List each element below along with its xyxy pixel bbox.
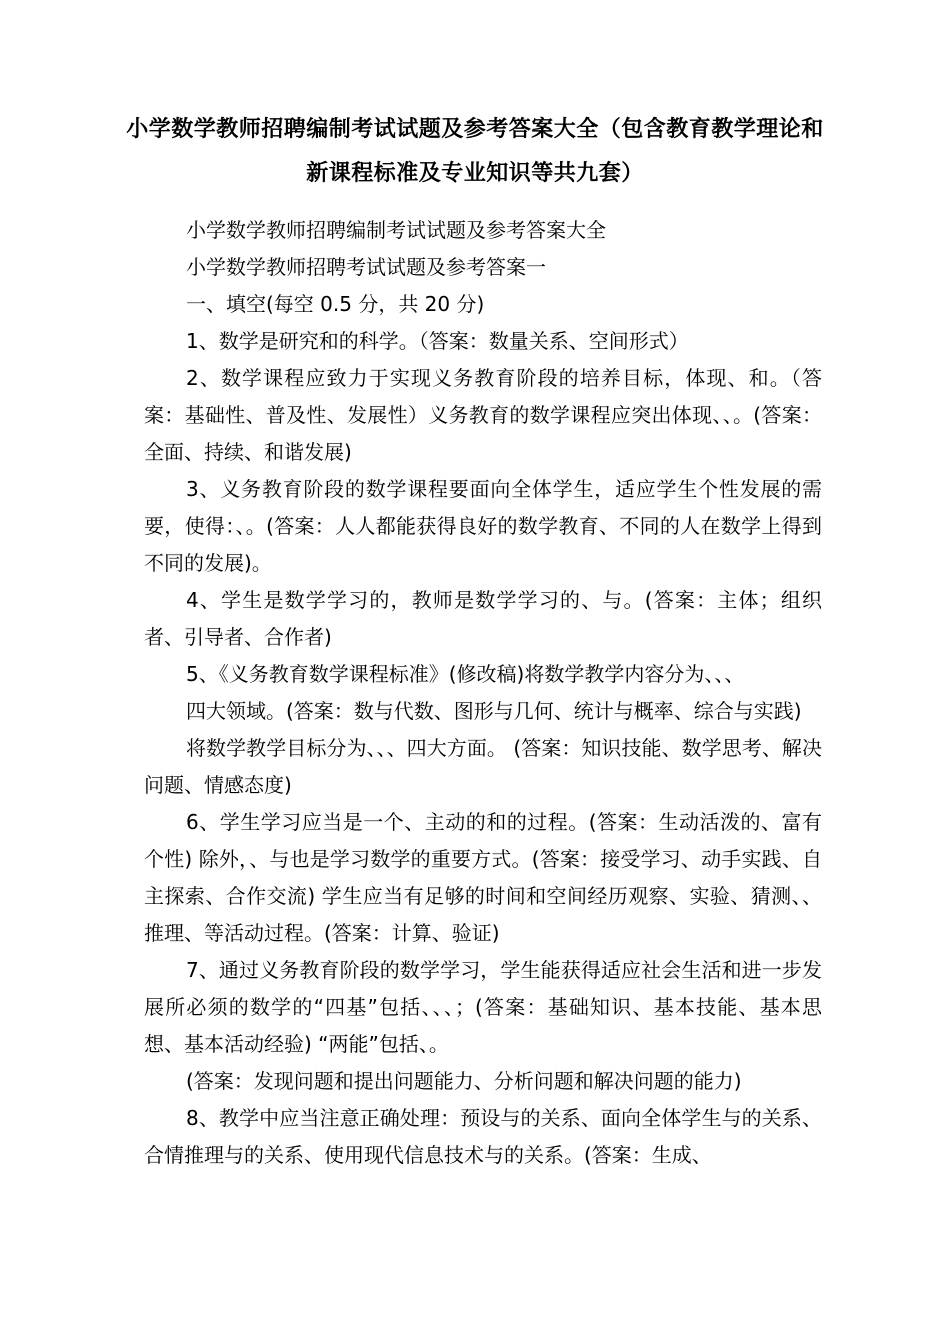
question-item: 2、数学课程应致力于实现义务教育阶段的培养目标，体现、和。（答案：基础性、普及性、发展性）义务教育的数学课程应突出体现、、。(答案：全面、持续、和谐发展) [144, 366, 822, 464]
question-item: 5、《义务教育数学课程标准》(修改稿)将数学教学内容分为、、、 [186, 662, 745, 686]
paragraph: 小学数学教师招聘考试试题及参考答案一 [186, 255, 546, 279]
paragraph: 小学数学教师招聘编制考试试题及参考答案大全 [186, 218, 606, 242]
document-body [144, 212, 822, 1174]
question-item: 6、学生学习应当是一个、主动的和的过程。(答案：生动活泼的、富有个性) 除外，、与也是学习数学的重要方式。(答案：接受学习、动手实践、自主探索、合作交流) 学生应当有足够的时间和空间经历观察、实验、猜测、、推理、等活动过程。(答案：计算、验证) [144, 810, 822, 945]
question-item: 7、通过义务教育阶段的数学学习，学生能获得适应社会生活和进一步发展所必须的数学的“四基”包括、、、；(答案：基础知识、基本技能、基本思想、基本活动经验) “两能”包括、。 [144, 958, 822, 1056]
question-item: 3、义务教育阶段的数学课程要面向全体学生，适应学生个性发展的需要，使得：、。(答案：人人都能获得良好的数学教育、不同的人在数学上得到不同的发展)。 [144, 477, 822, 575]
document-title: 小学数学教师招聘编制考试试题及参考答案大全（包含教育教学理论和新课程标准及专业知识等共九套） [126, 117, 824, 186]
question-item: 8、教学中应当注意正确处理：预设与的关系、面向全体学生与的关系、合情推理与的关系、使用现代信息技术与的关系。(答案：生成、 [144, 1106, 822, 1167]
question-continuation: 四大领域。(答案：数与代数、图形与几何、统计与概率、综合与实践) [186, 699, 802, 723]
section-heading: 一、填空(每空 0.5 分，共 20 分) [186, 292, 485, 316]
question-item: 4、学生是数学学习的，教师是数学学习的、与。(答案：主体；组织者、引导者、合作者) [144, 588, 822, 649]
question-continuation: 将数学教学目标分为、、、四大方面。 (答案：知识技能、数学思考、解决问题、情感态度) [144, 736, 822, 797]
question-continuation: (答案：发现问题和提出问题能力、分析问题和解决问题的能力) [186, 1069, 742, 1093]
question-item: 1、数学是研究和的科学。（答案：数量关系、空间形式） [186, 329, 689, 353]
